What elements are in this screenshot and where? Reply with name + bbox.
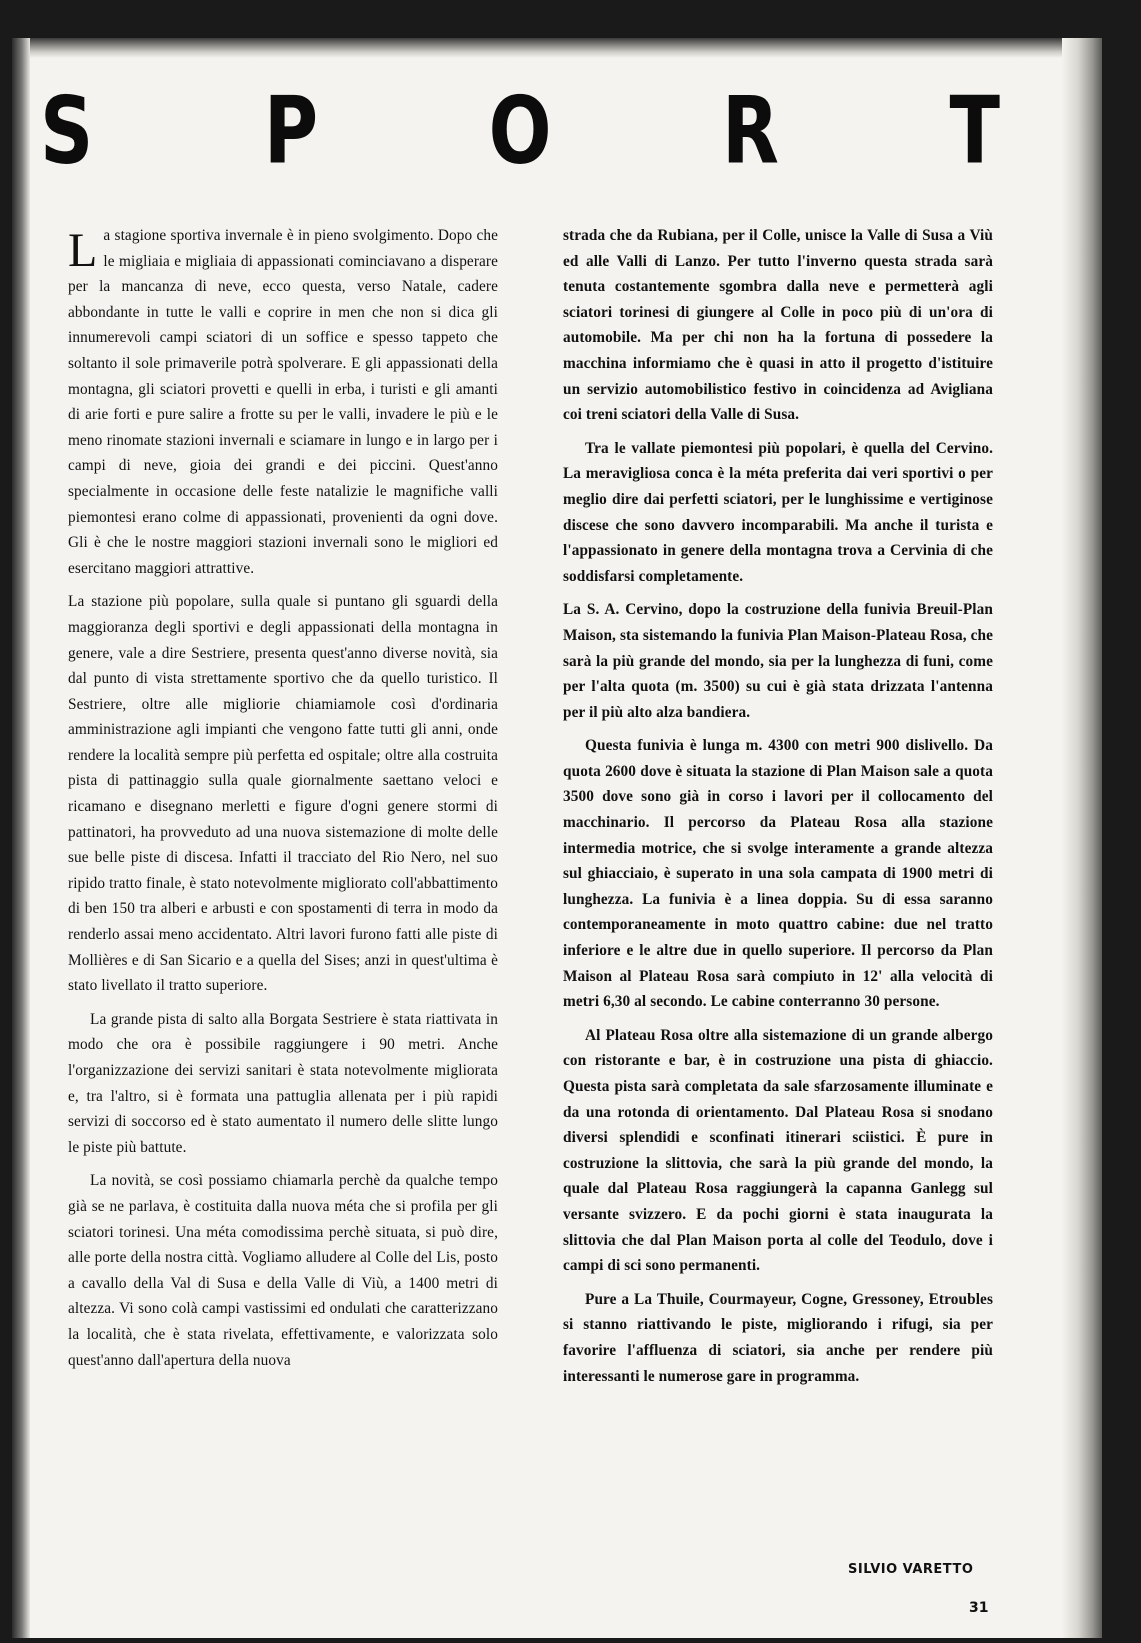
article-body	[68, 223, 993, 1397]
paragraph: La stazione più popolare, sulla quale si puntano gli sguardi della maggioranza degli sportivi e degli appassionati della montagna in genere, vale a dire Sestriere, presenta quest'anno diverse novità, sia dal punto di vista strettamente sportivo che da quello turistico. Il Sestriere, oltre alle migliorie chiamiamole così d'ordinaria amministrazione agli impianti che vengono fatte tutti gli anni, onde rendere la località sempre più perfetta ed ospitale; oltre alla costruita pista di pattinaggio sulla quale giornalmente saettano veloci e ricamano e disegnano merletti e figure d'ogni genere stormi di pattinatori, ha provveduto ad una nuova sistemazione di molte delle sue belle piste di discesa. Infatti il tracciato del Rio Nero, nel suo ripido tratto finale, è stato notevolmente migliorato coll'abbattimento di ben 150 tra alberi e arbusti e con spostamenti di terra in modo da renderlo assai meno accidentato. Altri lavori furono fatti alle piste di Mollières e di San Sicario e a quella del Sises; anzi in quest'ultima è stato livellato il tratto superiore.	[68, 593, 498, 995]
left-column	[68, 223, 498, 1397]
drop-cap: L	[68, 224, 98, 277]
paragraph: La novità, se così possiamo chiamarla perchè da qualche tempo già se ne parlava, è costituita dalla nuova méta che si profila per gli sciatori torinesi. Una méta comodissima perchè situata, si può dire, alle porte della nostra città. Vogliamo alludere al Colle del Lis, posto a cavallo della Val di Susa e della Valle di Viù, a 1400 metri di altezza. Vi sono colà campi vastissimi ed ondulati che caratterizzano la località, che è stata rivelata, effettivamente, e valorizzata solo quest'anno dall'apertura della nuova	[68, 1172, 498, 1369]
page-right-edge	[1062, 38, 1102, 1638]
paragraph: Questa funivia è lunga m. 4300 con metri 900 dislivello. Da quota 2600 dove è situata la stazione di Plan Maison sale a quota 3500 dove sono già in corso i lavori per il collocamento del macchinario. Il percorso da Plateau Rosa alla stazione intermedia motrice, che si svolge interamente a grande altezza sul ghiacciaio, è superato in una sola campata di 1900 metri di lunghezza. La funivia è a linea doppia. Su di essa saranno contemporaneamente in moto quattro cabine: due nel tratto inferiore e le altre due in quello superiore. Il percorso da Plan Maison al Plateau Rosa sarà compiuto in 12' alla velocità di metri 6,30 al secondo. Le cabine conterranno 30 persone.	[563, 737, 993, 1011]
right-column	[563, 223, 993, 1397]
title-letter-s: S	[40, 77, 94, 185]
page-top-edge	[12, 38, 1102, 58]
title-letter-t: T	[949, 77, 1000, 185]
page-left-edge	[12, 38, 30, 1638]
paragraph	[68, 223, 498, 581]
section-title	[40, 77, 1000, 185]
page-number: 31	[969, 1600, 989, 1616]
paragraph: strada che da Rubiana, per il Colle, unisce la Valle di Susa a Viù ed alle Valli di Lanzo. Per tutto l'inverno questa strada sarà tenuta costantemente sgombra dalla neve e permetterà agli sciatori torinesi di giungere al Colle in poco più di un'ora di automobile. Ma per chi non ha la fortuna di possedere la macchina informiamo che è quasi in atto il progetto d'istituire un servizio automobilistico festivo in coincidenza ad Avigliana coi treni sciatori della Valle di Susa.	[563, 227, 993, 424]
paragraph: Pure a La Thuile, Courmayeur, Cogne, Gressoney, Etroubles si stanno riattivando le piste, migliorando i rifugi, sia per favorire l'affluenza di sciatori, sia anche per rendere più interessanti le numerose gare in programma.	[563, 1290, 993, 1385]
paragraph-text: a stagione sportiva invernale è in pieno svolgimento. Dopo che le migliaia e migliaia di appassionati cominciavano a disperare per la mancanza di neve, ecco questa, verso Natale, cadere abbondante in tutte le valli e coprire in men che non si dica gli innumerevoli campi sciatori di un soffice e spesso tappeto che soltanto il sole primaverile potrà spolverare. E gli appassionati della montagna, gli sciatori provetti e quelli in erba, i turisti e gli amanti di arie forti e pure salire a frotte su per le valli, invadere le più e le meno rinomate stazioni invernali e sciamare in lungo e in largo per i campi di neve, gioia dei grandi e dei piccini. Quest'anno specialmente in occasione delle feste natalizie le magnifiche valli piemontesi erano colme di appassionati, provenienti da ogni dove. Gli è che le nostre maggiori stazioni invernali sono le migliori ed esercitano maggiori attrattive.	[68, 227, 498, 577]
paragraph: Tra le vallate piemontesi più popolari, è quella del Cervino. La meravigliosa conca è la méta preferita dai veri sportivi o per meglio dire dai perfetti sciatori, per le lunghissime e vertiginose discese che sono davvero incomparabili. Ma anche il turista e l'appassionato in genere della montagna trova a Cervinia di che soddisfarsi completamente.	[563, 439, 993, 585]
title-letter-r: R	[722, 77, 779, 185]
author-signature: SILVIO VARETTO	[848, 1562, 974, 1577]
magazine-page	[12, 38, 1102, 1638]
paragraph: Al Plateau Rosa oltre alla sistemazione di un grande albergo con ristorante e bar, è in costruzione una pista di ghiaccio. Questa pista sarà completata da sale sfarzosamente illuminate e da una rotonda di orientamento. Dal Plateau Rosa si snodano diversi splendidi e sconfinati itinerari sciistici. È pure in costruzione la slittovia, che sarà la più grande del mondo, la quale dal Plateau Rosa raggiungerà la capanna Ganlegg sul versante svizzero. E da pochi giorni è stata inaugurata la slittovia che dal Plan Maison porta al colle del Teodulo, dove i campi di sci sono permanenti.	[563, 1026, 993, 1275]
paragraph: La S. A. Cervino, dopo la costruzione della funivia Breuil-Plan Maison, sta sistemando la funivia Plan Maison-Plateau Rosa, che sarà la più grande del mondo, sia per la lunghezza di funi, come per l'alta quota (m. 3500) su cui è già stata drizzata l'antenna per il più alto alza bandiera.	[563, 601, 993, 721]
paragraph: La grande pista di salto alla Borgata Sestriere è stata riattivata in modo che ora è possibile raggiungere i 90 metri. Anche l'organizzazione dei servizi sanitari è stata notevolmente migliorata e, tra l'altro, si è formata una pattuglia allenata per i più rapidi servizi di soccorso ed è stato aumentato il numero delle slitte lungo le piste più battute.	[68, 1010, 498, 1156]
title-letter-p: P	[263, 77, 319, 185]
title-letter-o: O	[488, 77, 552, 185]
